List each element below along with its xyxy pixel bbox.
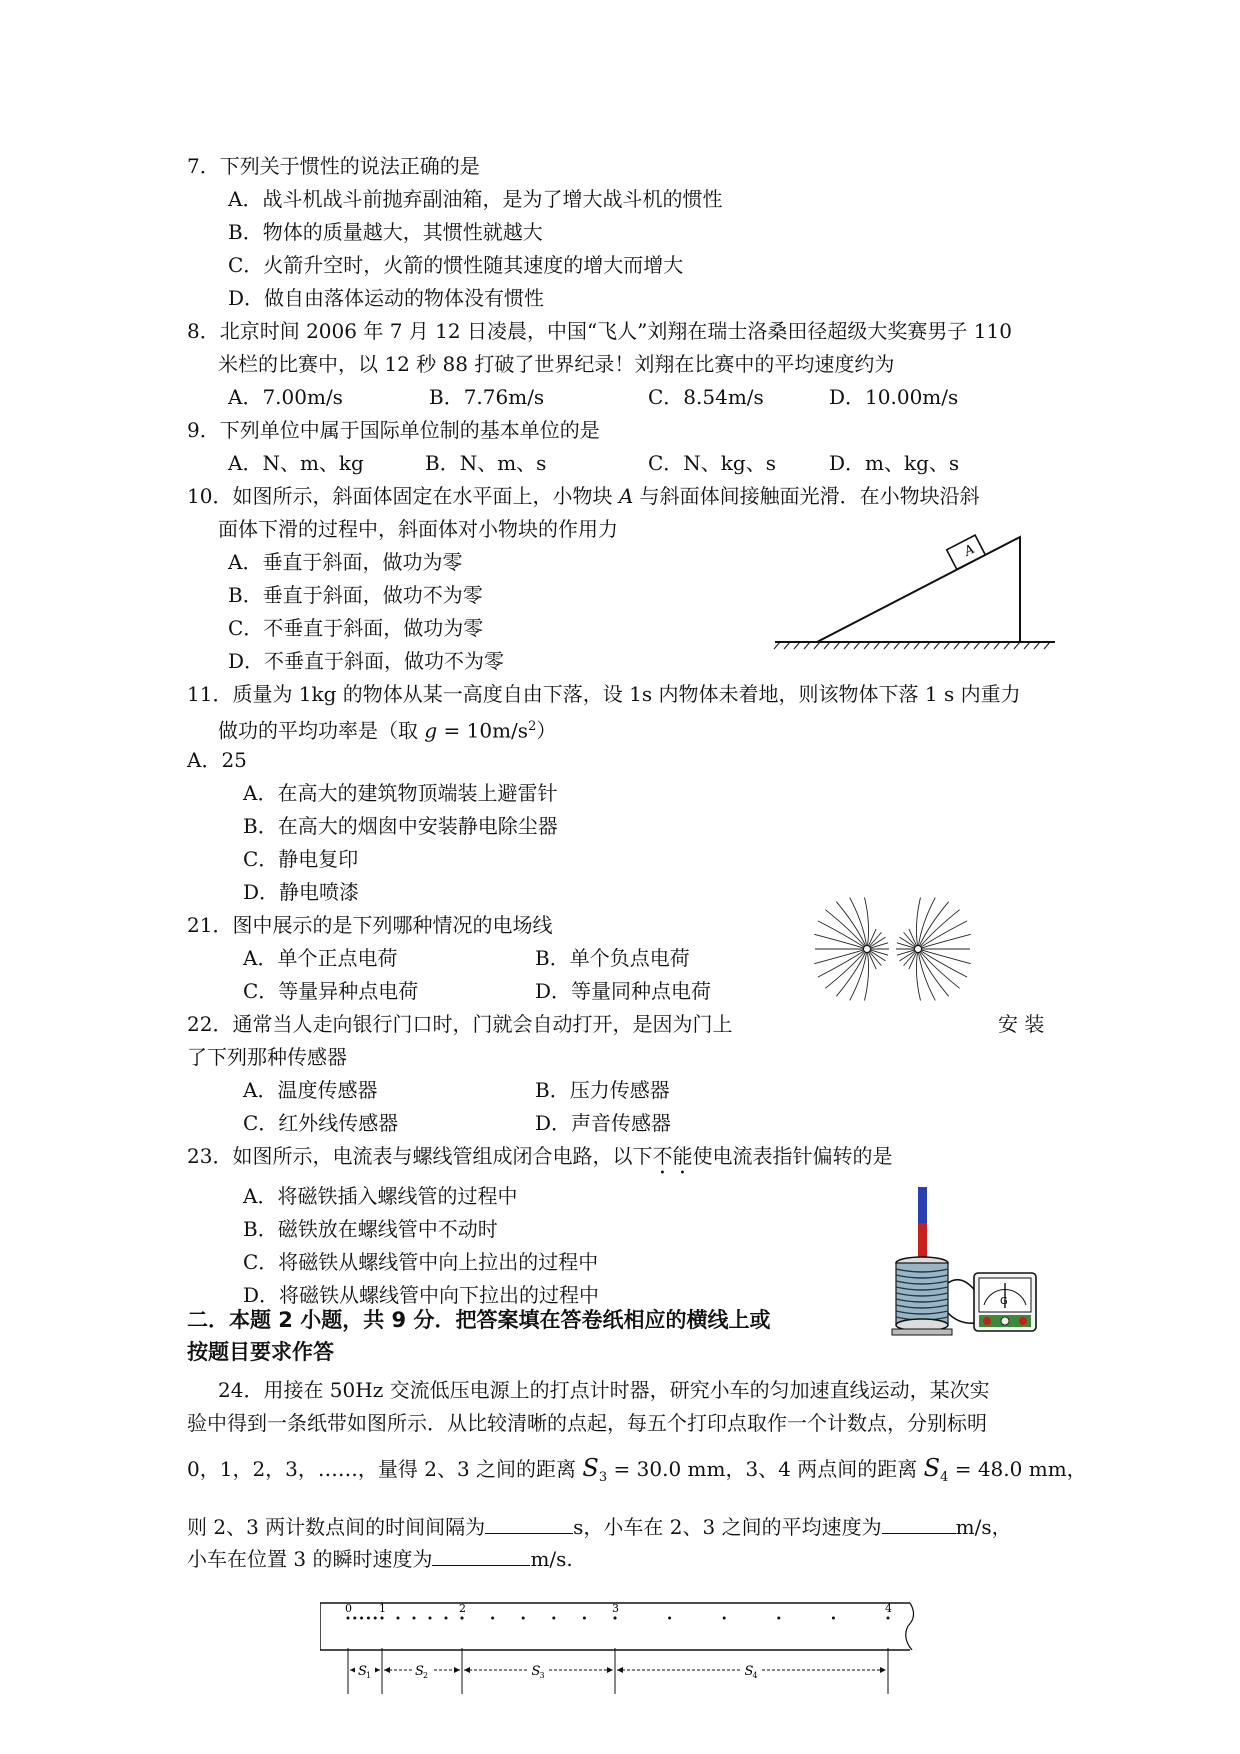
q23-option-b: B．磁铁放在螺线管中不动时	[243, 1217, 498, 1241]
q11-superscript: 2	[528, 719, 537, 734]
q10-stem-1	[187, 482, 980, 510]
tape-dot	[723, 1617, 726, 1620]
tape-dot	[360, 1617, 363, 1620]
q24-line-4	[187, 1511, 1012, 1541]
q10-option-d: D．不垂直于斜面，做功不为零	[228, 649, 505, 673]
q24-s4-sub: 4	[940, 1470, 949, 1485]
q9-stem: 9．下列单位中属于国际单位制的基本单位的是	[187, 418, 600, 442]
q11-stem-2b: = 10m/s	[443, 718, 529, 743]
arrow-head	[384, 1667, 390, 1673]
tape-dot	[461, 1617, 464, 1620]
q10-option-a: A．垂直于斜面，做功为零	[228, 550, 463, 574]
field-line	[814, 934, 864, 948]
arrow-head	[454, 1667, 460, 1673]
section2-title-2: 按题目要求作答	[187, 1340, 334, 1364]
segment-label: S	[531, 1664, 541, 1679]
q10-option-b: B．垂直于斜面，做功不为零	[228, 583, 483, 607]
field-line	[921, 950, 971, 964]
q10-option-c: C．不垂直于斜面，做功为零	[228, 616, 484, 640]
q24-s4-symbol: S	[923, 1454, 941, 1482]
q9-option-b: B．N、m、s	[425, 451, 547, 475]
tape-torn-edge	[906, 1603, 914, 1650]
q22-option-d: D．声音传感器	[535, 1111, 672, 1135]
q10-stem-1b: 与斜面体间接触面光滑．在小物块沿斜	[639, 484, 980, 508]
answer-blank-avg-velocity[interactable]	[882, 1511, 956, 1534]
ticker-tape-figure	[320, 1598, 940, 1696]
tape-dot	[777, 1617, 780, 1620]
tape-dot	[887, 1617, 890, 1620]
fragment-option-b: B．在高大的烟囱中安装静电除尘器	[243, 814, 558, 838]
magnet-blue-pole	[918, 1187, 927, 1223]
tape-dot	[347, 1617, 350, 1620]
q23-option-d: D．将磁铁从螺线管中向下拉出的过程中	[243, 1283, 600, 1307]
solenoid-galvanometer-figure	[882, 1183, 1042, 1343]
q22-stem-1: 22．通常当人走向银行门口时，门就会自动打开，是因为门上	[187, 1012, 733, 1036]
q24-line-1: 24．用接在 50Hz 交流低压电源上的打点计时器，研究小车的匀加速直线运动，某次实	[218, 1378, 990, 1402]
q24-line-4b: s，小车在 2、3 之间的平均速度为	[573, 1515, 882, 1539]
q10-stem-2: 面体下滑的过程中，斜面体对小物块的作用力	[218, 517, 618, 541]
tape-dot	[668, 1617, 671, 1620]
fragment-option-d: D．静电喷漆	[243, 880, 360, 904]
q23-stem	[187, 1142, 892, 1179]
q22-option-b: B．压力传感器	[535, 1078, 670, 1102]
point-charge	[864, 946, 871, 953]
field-line	[921, 921, 968, 947]
answer-blank-inst-velocity[interactable]	[432, 1543, 530, 1566]
q21-option-a: A．单个正点电荷	[243, 946, 398, 970]
field-line	[818, 951, 865, 977]
q24-s3-symbol: S	[582, 1454, 599, 1482]
q22-option-a: A．温度传感器	[243, 1078, 378, 1102]
arrow-head	[607, 1667, 613, 1673]
answer-blank-time[interactable]	[485, 1511, 573, 1534]
q21-option-d: D．等量同种点电荷	[535, 979, 712, 1003]
q24-s3-sub: 3	[598, 1470, 608, 1485]
q21-stem: 21．图中展示的是下列哪种情况的电场线	[187, 913, 553, 937]
q10-stem-1a: 10．如图所示，斜面体固定在水平面上，小物块	[187, 484, 613, 508]
q8-option-b: B．7.76m/s	[429, 385, 545, 409]
segment-label: S	[744, 1664, 754, 1679]
q9-option-d: D．m、kg、s	[829, 451, 960, 475]
q11-stem-2	[218, 713, 556, 745]
q22-stem-1-end: 安 装	[998, 1012, 1045, 1036]
q21-option-b: B．单个负点电荷	[535, 946, 690, 970]
q24-s3-value: = 30.0 mm，3、4 两点间的距离	[613, 1457, 918, 1481]
tape-dot	[367, 1617, 370, 1620]
q11-stem-2a: 做功的平均功率是（取	[218, 718, 418, 743]
segment-label: S	[415, 1664, 424, 1679]
q22-stem-2: 了下列那种传感器	[187, 1045, 347, 1069]
incline-figure	[770, 525, 1060, 650]
galvanometer-label: G	[1000, 1296, 1008, 1307]
q7-option-c: C．火箭升空时，火箭的惯性随其速度的增大而增大	[228, 253, 684, 277]
segment-label-sub: 3	[539, 1671, 545, 1680]
point-charge	[915, 946, 922, 953]
fragment-option-a: A．在高大的建筑物顶端装上避雷针	[243, 781, 558, 805]
magnet-red-pole	[918, 1223, 927, 1259]
q23-option-c: C．将磁铁从螺线管中向上拉出的过程中	[243, 1250, 599, 1274]
q11-answer: A．25	[187, 748, 247, 772]
section2-title-1: 二．本题 2 小题，共 9 分．把答案填在答卷纸相应的横线上或	[187, 1308, 771, 1332]
electric-field-figure	[805, 893, 980, 1005]
tape-dot	[614, 1617, 617, 1620]
tape-dot	[491, 1617, 494, 1620]
q21-option-c: C．等量异种点电荷	[243, 979, 419, 1003]
q8-option-d: D．10.00m/s	[829, 385, 959, 409]
q23-emphasis: 不能	[652, 1144, 693, 1168]
tape-dot	[429, 1617, 432, 1620]
q22-option-c: C．红外线传感器	[243, 1111, 399, 1135]
q7-option-a: A．战斗机战斗前抛弃副油箱，是为了增大战斗机的惯性	[228, 187, 723, 211]
q8-stem-2: 米栏的比赛中，以 12 秒 88 打破了世界纪录！刘翔在比赛中的平均速度约为	[218, 352, 895, 376]
field-line	[818, 921, 865, 947]
tape-dot	[381, 1617, 384, 1620]
tape-dot	[445, 1617, 448, 1620]
q9-option-c: C．N、kg、s	[648, 451, 776, 475]
q23-stem-b: 使电流表指针偏转的是	[692, 1144, 893, 1168]
tape-dot	[353, 1617, 356, 1620]
point-label: 1	[379, 1602, 386, 1615]
field-line	[814, 950, 864, 964]
q7-option-d: D．做自由落体运动的物体没有惯性	[228, 286, 545, 310]
q24-line-3	[187, 1454, 1087, 1492]
q11-stem-2c: ）	[536, 718, 557, 743]
tape-dot	[832, 1617, 835, 1620]
segment-label-sub: 4	[752, 1671, 758, 1680]
tape-dot	[583, 1617, 586, 1620]
block-label: A	[962, 541, 978, 560]
point-label: 0	[345, 1602, 352, 1615]
q8-stem-1: 8．北京时间 2006 年 7 月 12 日凌晨，中国“飞人”刘翔在瑞士洛桑田径超级大奖赛男子 110	[187, 319, 1012, 343]
point-label: 4	[885, 1602, 892, 1615]
field-line	[921, 951, 968, 977]
field-line	[921, 934, 971, 948]
segment-label-sub: 2	[423, 1671, 429, 1680]
arrow-head	[617, 1667, 623, 1673]
q24-line-5b: m/s.	[530, 1547, 573, 1571]
q24-line-5	[187, 1543, 573, 1573]
q9-option-a: A．N、m、kg	[228, 451, 364, 475]
tape-dot	[413, 1617, 416, 1620]
tape-dot	[522, 1617, 525, 1620]
tape-dot	[374, 1617, 377, 1620]
arrow-head	[464, 1667, 470, 1673]
point-label: 3	[612, 1602, 619, 1615]
q7-stem: 7．下列关于惯性的说法正确的是	[187, 154, 480, 178]
q23-option-a: A．将磁铁插入螺线管的过程中	[243, 1184, 518, 1208]
fragment-option-c: C．静电复印	[243, 847, 359, 871]
q23-stem-a: 23．如图所示，电流表与螺线管组成闭合电路，以下	[187, 1144, 653, 1168]
q8-option-c: C．8.54m/s	[648, 385, 764, 409]
q11-stem-1: 11．质量为 1kg 的物体从某一高度自由下落，设 1s 内物体未着地，则该物体下落 1 s 内重力	[187, 682, 1021, 706]
q8-option-a: A．7.00m/s	[228, 385, 343, 409]
q7-option-b: B．物体的质量越大，其惯性就越大	[228, 220, 543, 244]
q24-s4-value: = 48.0 mm，	[954, 1457, 1087, 1481]
q24-line-2: 验中得到一条纸带如图所示．从比较清晰的点起，每五个打印点取作一个计数点，分别标明	[187, 1411, 987, 1435]
q24-line-4a: 则 2、3 两计数点间的时间间隔为	[187, 1515, 486, 1539]
q24-line-5a: 小车在位置 3 的瞬时速度为	[187, 1547, 433, 1571]
point-label: 2	[459, 1602, 466, 1615]
segment-label-sub: 1	[366, 1671, 372, 1680]
q24-line-3a: 0，1，2，3，……，量得 2、3 之间的距离	[187, 1457, 577, 1481]
tape-dot	[397, 1617, 400, 1620]
q24-line-4c: m/s，	[955, 1515, 1012, 1539]
tape-dot	[552, 1617, 555, 1620]
arrow-head	[880, 1667, 886, 1673]
q11-var-g: g	[424, 718, 438, 743]
segment-label: S	[358, 1664, 367, 1679]
q10-var-a: A	[618, 484, 634, 508]
